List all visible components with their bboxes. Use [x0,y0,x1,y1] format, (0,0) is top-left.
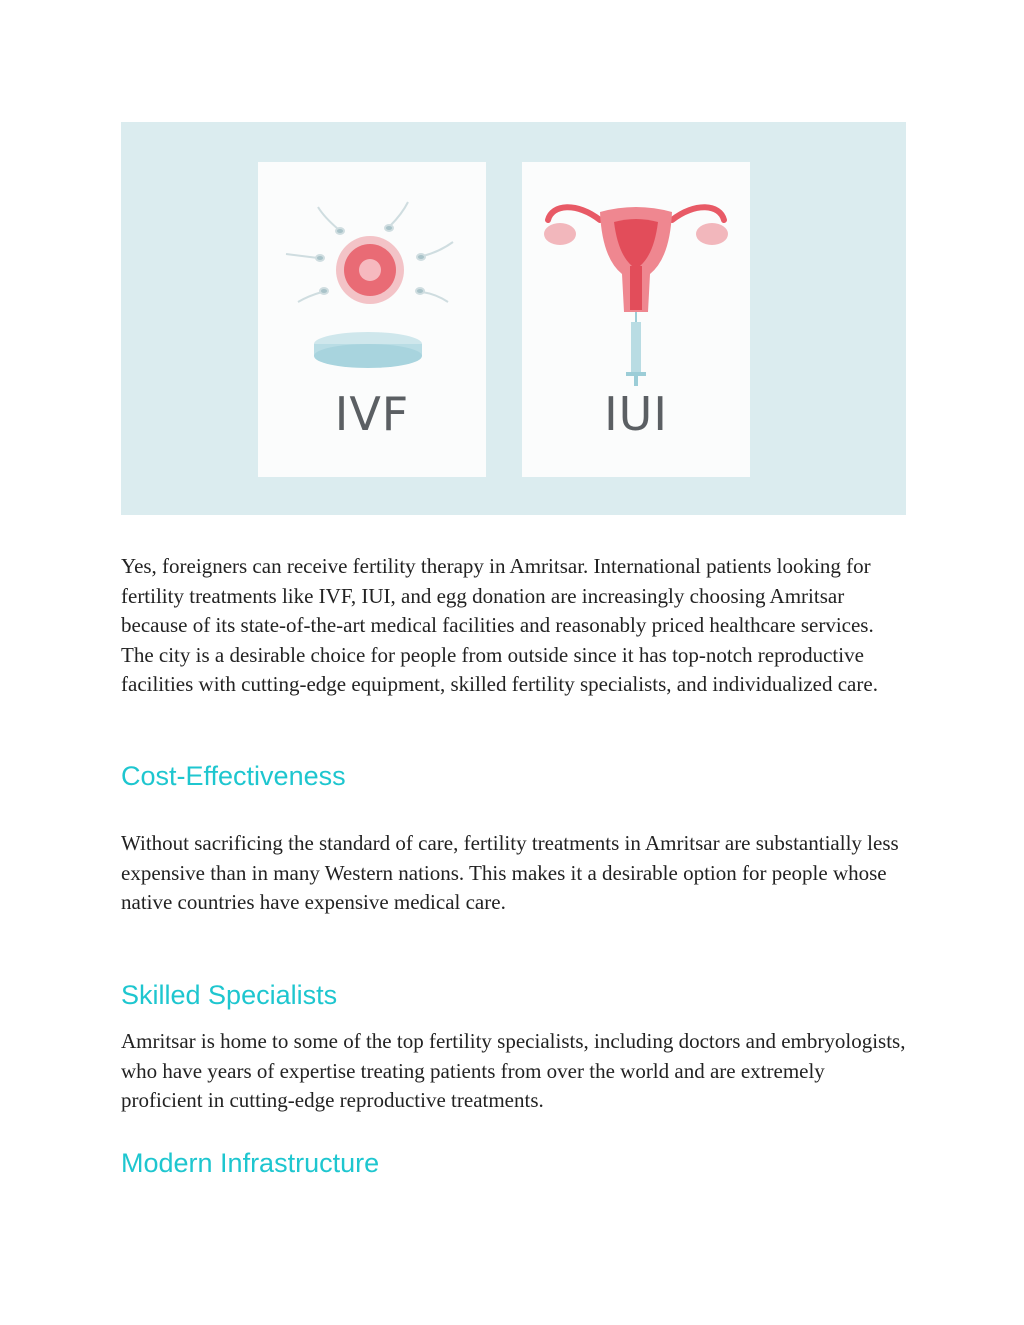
ivf-label: IVF [334,387,410,441]
iui-card [522,162,750,477]
heading-cost-effectiveness: Cost-Effectiveness [121,761,346,791]
heading-modern-infrastructure: Modern Infrastructure [121,1148,380,1178]
cost-effectiveness-paragraph: Without sacrificing the standard of care, fertility treatments in Amritsar are substantially less expensive than in many Western nations. This makes it a desirable option for people whose native countries have expensive medical care. [121,831,899,915]
intro-paragraph: Yes, foreigners can receive fertility therapy in Amritsar. International patients looking for fertility treatments like IVF, IUI, and egg donation are increasingly choosing Amritsar because of its state-of-the-art medical facilities and reasonably priced healthcare services. The city is a desirable choice for people from outside since it has top-notch reproductive facilities with cutting-edge equipment, skilled fertility specialists, and individualized care. [121,554,878,697]
heading-skilled-specialists: Skilled Specialists [121,980,338,1010]
ivf-card [258,162,486,477]
ivf-iui-illustration [121,122,906,515]
iui-label: IUI [604,387,668,441]
skilled-specialists-paragraph: Amritsar is home to some of the top fertility specialists, including doctors and embryologists, who have years of expertise treating patients from over the world and are extremely proficient in cutting-edge reproductive treatments. [121,1029,906,1113]
